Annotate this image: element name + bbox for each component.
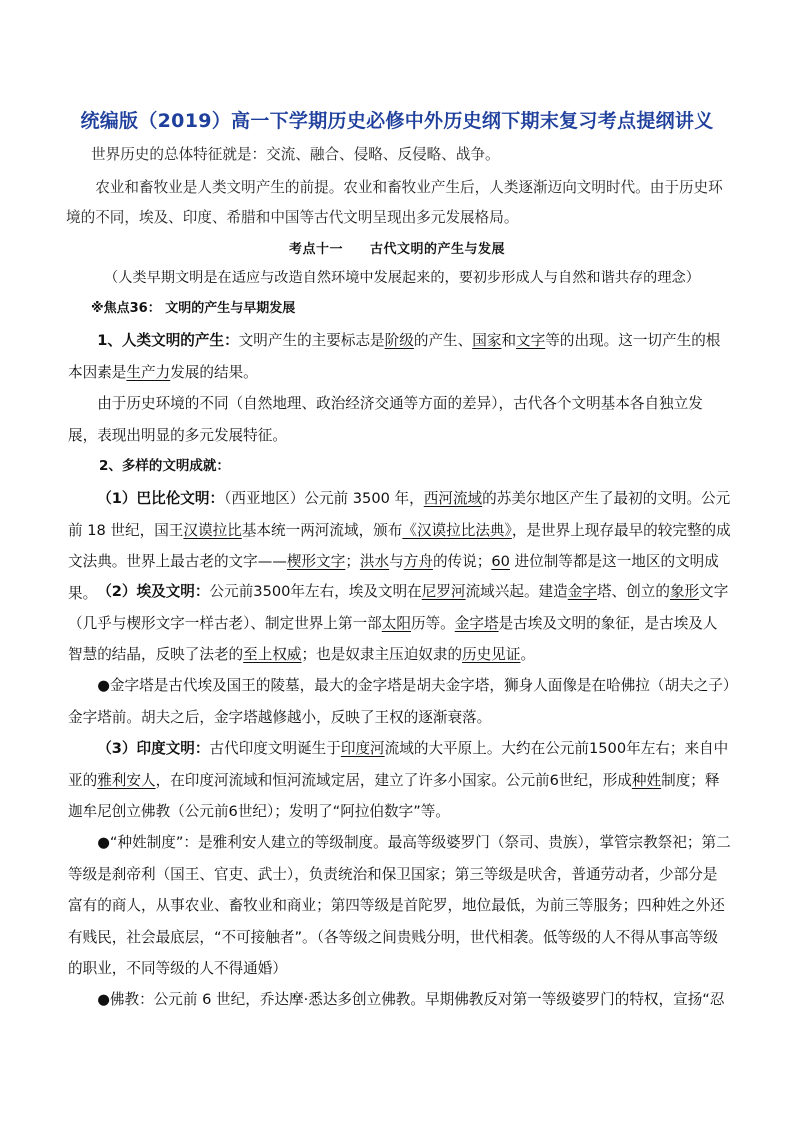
keyword: 印度河 xyxy=(340,740,385,757)
item1-label: 1、人类文明的产生： xyxy=(97,332,239,349)
babylon-label: （1）巴比伦文明： xyxy=(97,490,225,507)
keyword: 金字塔 xyxy=(454,614,499,632)
section-heading: 考点十一 古代文明的产生与发展 xyxy=(288,242,505,257)
focus-heading: ※焦点36： 文明的产生与早期发展 xyxy=(91,301,296,316)
india-paragraph: （3）印度文明：古代印度文明诞生于印度河流域的大平原上。大约在公元前1500年左右；来自中亚的雅利安人，在印度河流域和恒河流域定居，建立了许多小国家。公元前6世纪，形成种姓制度；释迦牟尼创立佛教（公元前6世纪）；发明了“阿拉伯数字”等。 xyxy=(68,740,729,820)
keyword: 《汉谟拉比法典》 xyxy=(402,521,512,539)
keyword: 国家 xyxy=(472,332,502,349)
keyword: 至上权威 xyxy=(243,646,302,663)
intro-line: 世界历史的总体特征就是：交流、融合、侵略、反侵略、战争。 xyxy=(91,146,500,163)
keyword: 金字 xyxy=(567,583,597,600)
babylon-paragraph: （1）巴比伦文明：（西亚地区）公元前 3500 年，西河流域的苏美尔地区产生了最初的文明。公元前 18 世纪，国王汉谟拉比基本统一两河流域，颁布《汉谟拉比法典》，是世界上现存最早的较完整的成文法典。世界上最古老的文字——楔形文字；洪水与方舟的传说；60 进位制等都是这一地区的文明成果。 xyxy=(68,490,731,602)
item2-label: 2、多样的文明成就： xyxy=(99,458,230,474)
keyword: 种姓 xyxy=(631,771,662,789)
pyramid-bullet: ●金字塔是古代埃及国王的陵墓，最大的金字塔是胡夫金字塔，狮身人面像是在哈佛拉（胡夫之子）金字塔前。胡夫之后，金字塔越修越小，反映了王权的逐渐衰落。 xyxy=(68,677,731,726)
keyword: 楔形文字 xyxy=(286,553,346,570)
keyword: 太阳 xyxy=(381,614,411,632)
keyword: 方舟 xyxy=(403,553,433,570)
item1-paragraph-2: 由于历史环境的不同（自然地理、政治经济交通等方面的差异），古代各个文明基本各自独立发展，表现出明显的多元发展特征。 xyxy=(68,395,703,444)
egypt-label: （2）埃及文明： xyxy=(97,583,210,600)
section-note: （人类早期文明是在适应与改造自然环境中发展起来的，要初步形成人与自然和谐共存的理念） xyxy=(104,270,700,286)
item1-paragraph: 1、人类文明的产生：文明产生的主要标志是阶级的产生、国家和文字等的出现。这一切产生的根本因素是生产力发展的结果。 xyxy=(68,332,721,381)
keyword: 阶级 xyxy=(384,332,414,349)
keyword: 文字 xyxy=(516,332,546,349)
document-title: 统编版（2019）高一下学期历史必修中外历史纲下期末复习考点提纲讲义 xyxy=(80,110,714,132)
buddhism-bullet: ●佛教：公元前 6 世纪，乔达摩·悉达多创立佛教。早期佛教反对第一等级婆罗门的特权，宣扬“忍 xyxy=(97,991,725,1008)
egypt-paragraph: （2）埃及文明：公元前3500年左右，埃及文明在尼罗河流域兴起。建造金字塔、创立的象形文字（几乎与楔形文字一样古老）、制定世界上第一部太阳历等。金字塔是古埃及文明的象征，是古埃及人智慧的结晶，反映了法老的至上权威；也是奴隶主压迫奴隶的历史见证。 xyxy=(68,583,729,663)
keyword: 汉谟拉比 xyxy=(183,521,242,539)
caste-bullet: ●“种姓制度”：是雅利安人建立的等级制度。最高等级婆罗门（祭司、贵族），掌管宗教祭祀；第二等级是刹帝利（国王、官吏、武士），负责统治和保卫国家；第三等级是吠舍，普通劳动者，少部分是富有的商人，从事农业、畜牧业和商业；第四等级是首陀罗，地位最低，为前三等服务；四种姓之外还有贱民，社会最底层，“不可接触者”。（各等级之间贵贱分明，世代相袭。低等级的人不得从事高等级的职业，不同等级的人不得通婚） xyxy=(68,834,731,977)
keyword: 生产力 xyxy=(126,363,171,381)
india-label: （3）印度文明： xyxy=(97,740,210,757)
keyword: 尼罗河 xyxy=(421,583,466,600)
keyword: 雅利安人 xyxy=(97,771,156,789)
keyword: 60 xyxy=(491,553,510,570)
keyword: 历史见证 xyxy=(462,646,521,663)
keyword: 西河流域 xyxy=(423,490,483,507)
keyword: 象形 xyxy=(669,583,700,600)
intro-paragraph: 农业和畜牧业是人类文明产生的前提。农业和畜牧业产生后，人类逐渐迈向文明时代。由于历史环境的不同，埃及、印度、希腊和中国等古代文明呈现出多元发展格局。 xyxy=(66,179,723,226)
keyword: 洪水 xyxy=(359,553,390,570)
